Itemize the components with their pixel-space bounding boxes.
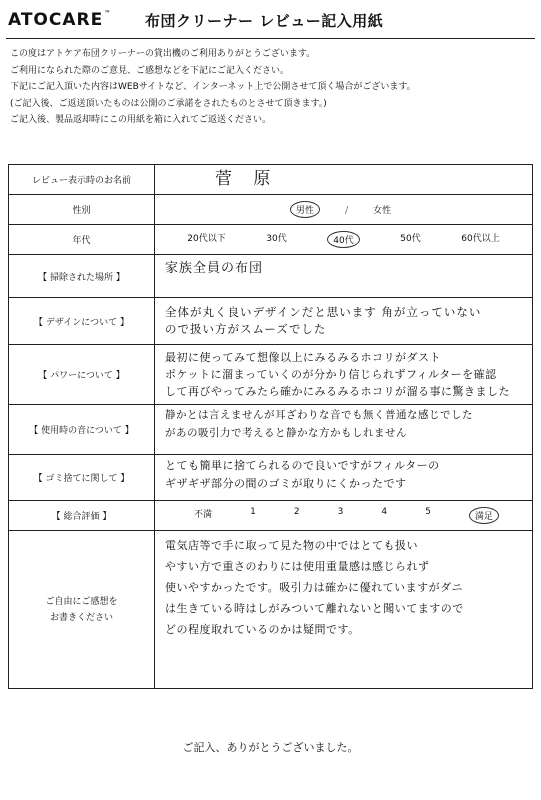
logo-text: ATOCARE	[8, 10, 104, 30]
intro-text	[10, 46, 535, 129]
page-header	[0, 0, 541, 40]
intro-line: ご利用になられた際のご意見、ご感想などを下記にご記入ください。	[10, 65, 290, 76]
gender-option-female[interactable]: 女性	[373, 206, 392, 216]
design-line: 全体が丸く良いデザインだと思います 角が立っていない	[165, 304, 482, 319]
place-field[interactable]	[155, 255, 533, 298]
name-value: 菅 原	[215, 168, 279, 189]
rating-row	[9, 501, 533, 531]
power-line: ポケットに溜まっていくのが分かり信じられずフィルターを確認	[165, 368, 497, 381]
dust-line: とても簡単に捨てられるので良いですがフィルターの	[165, 459, 440, 472]
power-label: 【 パワーについて 】	[9, 345, 155, 405]
age-row	[9, 225, 533, 255]
rating-option-2[interactable]: 2	[293, 507, 300, 517]
rating-option-satisfied[interactable]: 満足	[469, 507, 499, 524]
dust-label: 【 ゴミ捨てに関して 】	[9, 455, 155, 501]
gender-option-male[interactable]: 男性	[290, 201, 320, 218]
name-row	[9, 165, 533, 195]
rating-option-4[interactable]: 4	[381, 507, 388, 517]
power-field[interactable]	[155, 345, 533, 405]
trademark-mark: ™	[104, 10, 112, 17]
free-comment-field[interactable]	[155, 531, 533, 689]
age-option-60s[interactable]: 60代以上	[461, 234, 500, 244]
sound-line: 静かとは言えませんが耳ざわりな音でも無く普通な感じでした	[165, 409, 473, 421]
free-comment-line: やすい方で重さのわりには使用重量感は感じられず	[165, 560, 430, 573]
age-option-40s[interactable]: 40代	[327, 231, 359, 248]
intro-line: 下記にご記入頂いた内容はWEBサイトなど、インターネット上で公開させて頂く場合がございます。	[10, 82, 416, 92]
page-title: 布団クリーナー レビュー記入用紙	[145, 12, 384, 30]
age-field	[155, 225, 533, 255]
dust-field[interactable]	[155, 455, 533, 501]
header-divider	[6, 38, 535, 39]
design-line: ので扱い方がスムーズでした	[165, 322, 327, 336]
review-form	[8, 164, 533, 689]
dust-line: ギザギザ部分の間のゴミが取りにくかったです	[165, 476, 407, 490]
sound-line: があの吸引力で考えると静かな方かもしれません	[165, 426, 407, 439]
design-field[interactable]	[155, 298, 533, 345]
power-line: 最初に使ってみて想像以上にみるみるホコリがダスト	[165, 351, 441, 364]
thanks-message: ご記入、ありがとうございました。	[182, 741, 359, 754]
place-label: 【 掃除された場所 】	[9, 255, 155, 298]
rating-label: 【 総合評価 】	[9, 501, 155, 531]
free-comment-label-line: お書きください	[49, 612, 113, 623]
free-comment-line: は生きている時はしがみついて離れないと聞いてますので	[165, 602, 464, 615]
name-label: レビュー表示時のお名前	[9, 165, 155, 195]
dust-row	[9, 455, 533, 501]
name-field[interactable]	[155, 165, 533, 195]
gender-row	[9, 195, 533, 225]
intro-line: (ご記入後、ご返送頂いたものは公開のご承諾をされたものとさせて頂きます。)	[10, 98, 327, 109]
rating-option-dissatisfied[interactable]: 不満	[194, 510, 213, 520]
intro-line: ご記入後、製品返却時にこの用紙を箱に入れてご返送ください。	[10, 115, 272, 125]
place-line: 家族全員の布団	[165, 261, 264, 277]
rating-option-3[interactable]: 3	[337, 507, 344, 517]
intro-line: この度はアトケア布団クリーナーの貸出機のご利用ありがとうございます。	[10, 49, 316, 59]
free-comment-row	[9, 531, 533, 689]
rating-option-5[interactable]: 5	[425, 507, 431, 517]
age-option-50s[interactable]: 50代	[400, 234, 421, 244]
free-comment-label	[9, 531, 155, 689]
free-comment-line: 電気店等で手に取って見た物の中ではとても扱い	[165, 539, 418, 552]
sound-row	[9, 405, 533, 455]
sound-field[interactable]	[155, 405, 533, 455]
power-row	[9, 345, 533, 405]
sound-label: 【 使用時の音について 】	[9, 405, 155, 455]
age-option-20s[interactable]: 20代以下	[187, 234, 226, 244]
place-row	[9, 255, 533, 298]
age-label: 年代	[9, 225, 155, 255]
free-comment-label-line: ご自由にご感想を	[45, 596, 118, 607]
gender-separator: /	[344, 205, 349, 216]
rating-option-1[interactable]: 1	[250, 507, 256, 517]
gender-label: 性別	[9, 195, 155, 225]
design-row	[9, 298, 533, 345]
rating-field	[155, 501, 533, 531]
free-comment-line: 使いやすかったです。吸引力は確かに優れていますがダニ	[165, 581, 464, 594]
age-option-30s[interactable]: 30代	[266, 234, 287, 244]
atocare-logo	[8, 10, 111, 30]
design-label: 【 デザインについて 】	[9, 298, 155, 345]
free-comment-line: どの程度取れているのかは疑問です。	[165, 623, 360, 636]
power-line: して再びやってみたら確かにみるみるホコリが溜る事に驚きました	[165, 385, 510, 398]
gender-field	[155, 195, 533, 225]
